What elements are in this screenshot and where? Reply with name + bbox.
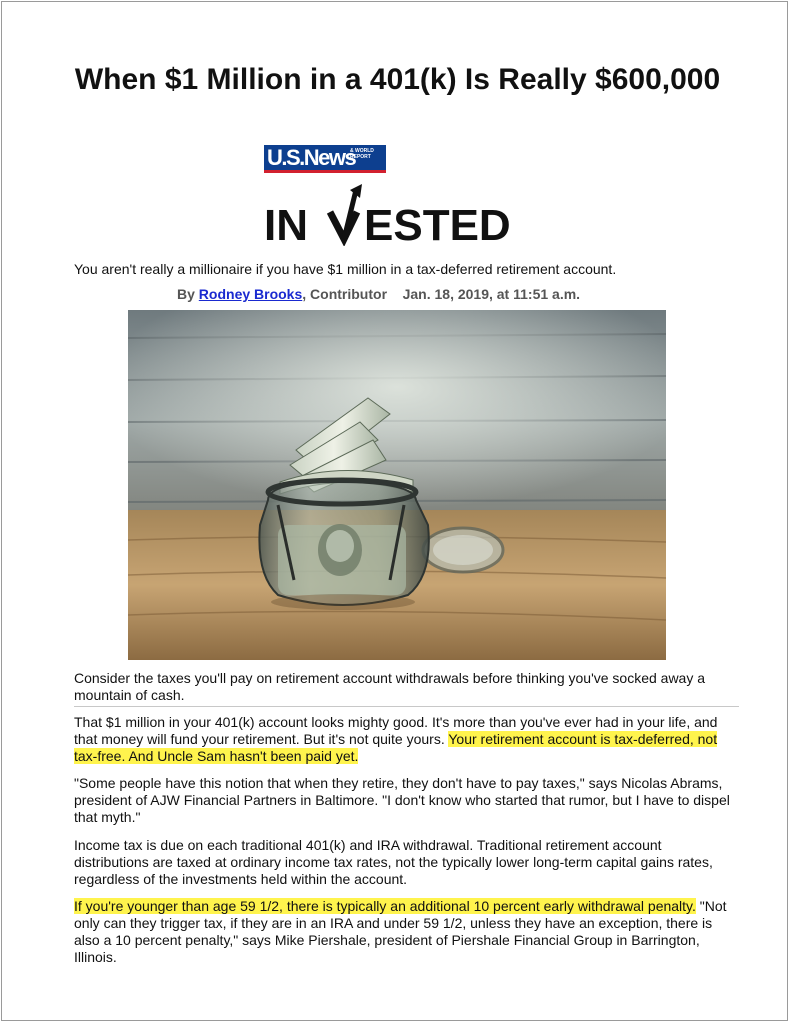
paragraph-1-highlight: Your retirement account is tax-deferred, not tax-free. And Uncle Sam hasn't been paid yet. <box>74 731 718 764</box>
paragraph-3: Income tax is due on each traditional 401(k) and IRA withdrawal. Traditional retirement account distributions are taxed at ordinary income tax rates, not the typically lower long-term capital gains rates, regardless of the investments held within the account. <box>74 837 713 887</box>
invested-logo-text-a: IN <box>264 201 308 246</box>
photo-caption: Consider the taxes you'll pay on retirement account withdrawals before thinking you've socked away a mountain of cash. <box>74 670 706 703</box>
usnews-logo-text: U.S.News <box>267 145 356 170</box>
invested-logo <box>264 182 526 246</box>
usnews-logo <box>264 145 386 173</box>
author-link[interactable]: Rodney Brooks <box>198 286 303 302</box>
invested-logo-text-b: ESTED <box>364 201 511 246</box>
money-jar-photo <box>128 310 666 660</box>
article-byline <box>177 285 580 303</box>
paragraph-4-highlight: If you're younger than age 59 1/2, there is typically an additional 10 percent early withdrawal penalty. <box>74 898 696 914</box>
byline-prefix: By <box>177 286 199 302</box>
byline-date: Jan. 18, 2019, at 11:51 a.m. <box>402 286 581 302</box>
article-title: When $1 Million in a 401(k) Is Really $600,000 <box>74 63 721 96</box>
article-subtitle: You aren't really a millionaire if you have $1 million in a tax-deferred retirement account. <box>74 261 617 277</box>
usnews-logo-underline <box>264 170 386 173</box>
caption-divider <box>74 706 739 707</box>
invested-logo-svg <box>264 182 526 246</box>
paragraph-2: "Some people have this notion that when they retire, they don't have to pay taxes," says Nicolas Abrams, president of AJW Financial Partners in Baltimore. "I don't know who started that rumor, but I have to dispel that myth." <box>74 775 730 825</box>
byline-role: , Contributor <box>302 286 388 302</box>
usnews-logo-subtext: & WORLD REPORT <box>350 148 374 160</box>
paragraph-4-text: "Not only can they trigger tax, if they are in an IRA and under 59 1/2, unless they have an exception, there is also a 10 percent penalty," says Mike Piershale, president of Piershale Financial Group in Barrington, Illinois. <box>74 898 727 965</box>
document-page <box>1 1 788 1021</box>
paragraph-1 <box>74 714 734 765</box>
money-jar-illustration <box>128 310 666 660</box>
paragraph-4 <box>74 898 734 966</box>
paragraph-1-text: That $1 million in your 401(k) account looks mighty good. It's more than you've ever had in your life, and that money will fund your retirement. But it's not quite yours. <box>74 714 718 747</box>
